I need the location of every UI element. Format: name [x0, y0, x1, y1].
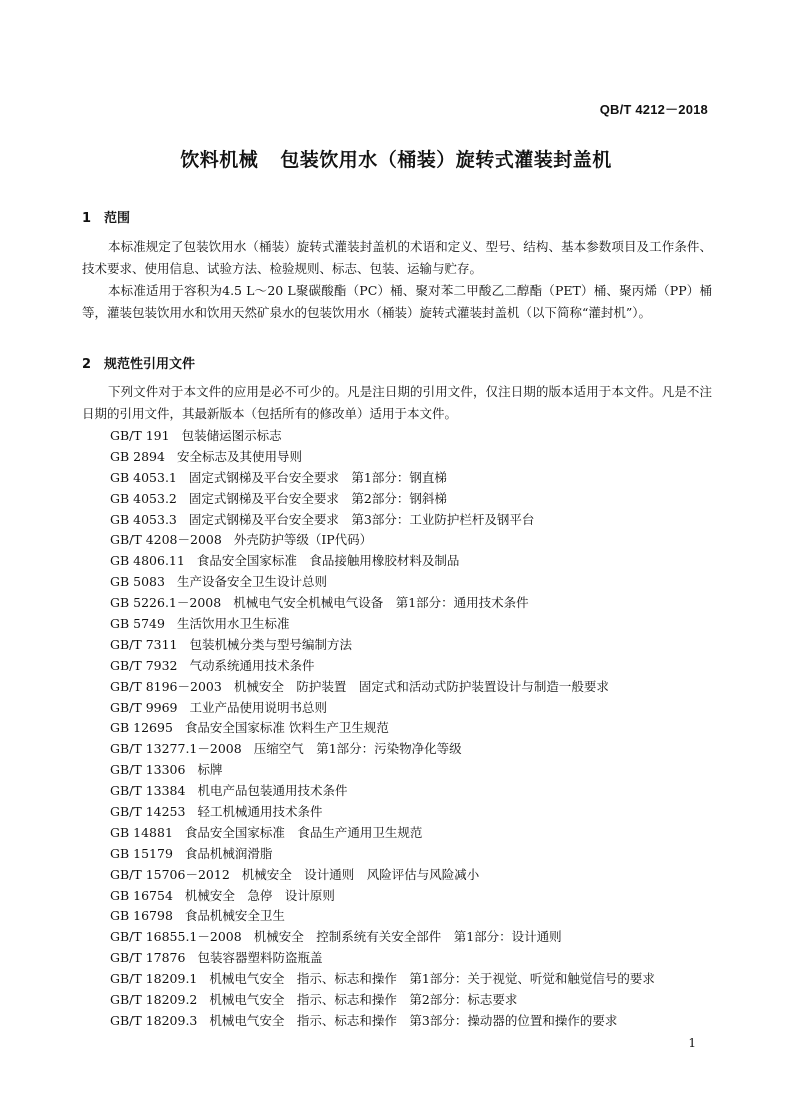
- reference-item: [110, 844, 655, 865]
- reference-item: [110, 823, 655, 844]
- reference-item: [110, 656, 655, 677]
- reference-code: GB/T 15706－2012: [110, 866, 230, 882]
- reference-code: GB 5749: [110, 616, 165, 632]
- reference-item: [110, 886, 655, 907]
- title-part2: 包装饮用水（桶装）旋转式灌装封盖机: [280, 149, 612, 171]
- reference-code: GB/T 8196－2003: [110, 678, 222, 694]
- reference-code: GB/T 16855.1－2008: [110, 929, 242, 945]
- reference-title: 标牌: [197, 762, 223, 778]
- reference-item: [110, 677, 655, 698]
- reference-code: GB 16798: [110, 908, 173, 924]
- reference-item: [110, 718, 655, 739]
- reference-item: [110, 802, 655, 823]
- title-part1: 饮料机械: [180, 149, 259, 171]
- paragraph-references-intro: 下列文件对于本文件的应用是必不可少的。凡是注日期的引用文件，仅注日期的版本适用于本文件。凡是不注日期的引用文件，其最新版本（包括所有的修改单）适用于本文件。: [82, 384, 712, 421]
- reference-code: GB 2894: [110, 448, 165, 464]
- reference-title: 食品机械安全卫生: [184, 908, 285, 924]
- document-title: [0, 145, 792, 172]
- reference-title: 固定式钢梯及平台安全要求 第2部分：钢斜梯: [188, 490, 447, 506]
- reference-title: 安全标志及其使用导则: [176, 448, 302, 464]
- reference-item: [110, 739, 655, 760]
- reference-item: [110, 635, 655, 656]
- reference-title: 机械电气安全 指示、标志和操作 第2部分：标志要求: [209, 992, 518, 1008]
- reference-title: 食品安全国家标准 饮料生产卫生规范: [184, 720, 389, 736]
- reference-title: 食品安全国家标准 食品生产通用卫生规范: [184, 824, 423, 840]
- section-number: 2: [82, 357, 92, 372]
- reference-code: GB/T 13306: [110, 762, 186, 778]
- reference-item: [110, 510, 655, 531]
- reference-code: GB/T 191: [110, 428, 170, 443]
- reference-code: GB/T 18209.2: [110, 992, 198, 1008]
- reference-list: [110, 426, 655, 1032]
- reference-item: [110, 426, 655, 447]
- reference-title: 机械电气安全机械电气设备 第1部分：通用技术条件: [233, 595, 529, 611]
- section-number: 1: [82, 211, 92, 226]
- reference-code: GB/T 13277.1－2008: [110, 741, 242, 757]
- reference-code: GB 12695: [110, 720, 173, 736]
- paragraph-scope-1: 本标准规定了包装饮用水（桶装）旋转式灌装封盖机的术语和定义、型号、结构、基本参数项目及工作条件、技术要求、使用信息、试验方法、检验规则、标志、包装、运输与贮存。: [82, 239, 712, 276]
- reference-code: GB 15179: [110, 845, 173, 861]
- reference-item: [110, 781, 655, 802]
- reference-title: 包装储运图示标志: [181, 428, 282, 443]
- reference-code: GB/T 17876: [110, 950, 186, 966]
- reference-item: [110, 906, 655, 927]
- reference-item: [110, 447, 655, 468]
- reference-title: 轻工机械通用技术条件: [197, 804, 323, 820]
- reference-title: 外壳防护等级（IP代码）: [233, 532, 373, 548]
- section-heading-scope: [82, 207, 130, 226]
- reference-code: GB/T 7932: [110, 657, 178, 673]
- reference-code: GB/T 4208－2008: [110, 532, 222, 548]
- page-number: 1: [688, 1036, 696, 1050]
- reference-title: 食品安全国家标准 食品接触用橡胶材料及制品: [196, 553, 460, 569]
- reference-item: [110, 698, 655, 719]
- reference-code: GB 4053.1: [110, 469, 177, 485]
- reference-item: [110, 948, 655, 969]
- reference-code: GB/T 7311: [110, 636, 178, 652]
- reference-title: 机械安全 设计通则 风险评估与风险减小: [241, 866, 480, 882]
- reference-title: 包装容器塑料防盗瓶盖: [197, 950, 323, 966]
- reference-item: [110, 530, 655, 551]
- reference-title: 机械电气安全 指示、标志和操作 第1部分：关于视觉、听觉和触觉信号的要求: [209, 971, 655, 987]
- reference-title: 机械电气安全 指示、标志和操作 第3部分：操动器的位置和操作的要求: [209, 1012, 618, 1028]
- section-title: 规范性引用文件: [104, 357, 196, 372]
- reference-item: [110, 990, 655, 1011]
- reference-title: 机械安全 防护装置 固定式和活动式防护装置设计与制造一般要求: [233, 678, 609, 694]
- reference-title: 机电产品包装通用技术条件: [197, 783, 348, 799]
- reference-title: 固定式钢梯及平台安全要求 第3部分：工业防护栏杆及钢平台: [188, 511, 535, 527]
- reference-title: 包装机械分类与型号编制方法: [189, 636, 353, 652]
- reference-title: 固定式钢梯及平台安全要求 第1部分：钢直梯: [188, 469, 447, 485]
- reference-title: 机械安全 急停 设计原则: [184, 887, 335, 903]
- reference-title: 气动系统通用技术条件: [189, 657, 315, 673]
- reference-title: 生产设备安全卫生设计总则: [176, 574, 327, 590]
- reference-code: GB/T 18209.3: [110, 1012, 198, 1028]
- reference-item: [110, 927, 655, 948]
- reference-title: 工业产品使用说明书总则: [189, 699, 328, 715]
- reference-title: 压缩空气 第1部分：污染物净化等级: [253, 741, 462, 757]
- reference-item: [110, 760, 655, 781]
- reference-item: [110, 593, 655, 614]
- standard-code: QB/T 4212－2018: [599, 102, 708, 117]
- reference-code: GB/T 18209.1: [110, 971, 198, 987]
- reference-item: [110, 489, 655, 510]
- paragraph-scope-2: 本标准适用于容积为4.5 L～20 L聚碳酸酯（PC）桶、聚对苯二甲酸乙二醇酯（PET）桶、聚丙烯（PP）桶等，灌装包装饮用水和饮用天然矿泉水的包装饮用水（桶装）旋转式灌装封盖机（以下简称“灌封机”）。: [82, 283, 712, 320]
- reference-code: GB 5226.1－2008: [110, 595, 222, 611]
- reference-code: GB/T 9969: [110, 699, 178, 715]
- reference-code: GB/T 13384: [110, 783, 186, 799]
- reference-code: GB 16754: [110, 887, 173, 903]
- reference-item: [110, 468, 655, 489]
- reference-title: 生活饮用水卫生标准: [176, 616, 290, 632]
- reference-code: GB 4806.11: [110, 553, 185, 569]
- reference-code: GB/T 14253: [110, 804, 186, 820]
- reference-code: GB 4053.3: [110, 511, 177, 527]
- reference-item: [110, 1011, 655, 1032]
- reference-code: GB 5083: [110, 574, 165, 590]
- reference-code: GB 4053.2: [110, 490, 177, 506]
- reference-item: [110, 551, 655, 572]
- section-title: 范围: [104, 211, 131, 226]
- reference-title: 食品机械润滑脂: [184, 845, 273, 861]
- reference-item: [110, 865, 655, 886]
- reference-item: [110, 969, 655, 990]
- reference-code: GB 14881: [110, 824, 173, 840]
- reference-item: [110, 614, 655, 635]
- reference-item: [110, 572, 655, 593]
- section-heading-normative-references: [82, 353, 195, 372]
- reference-title: 机械安全 控制系统有关安全部件 第1部分：设计通则: [253, 929, 562, 945]
